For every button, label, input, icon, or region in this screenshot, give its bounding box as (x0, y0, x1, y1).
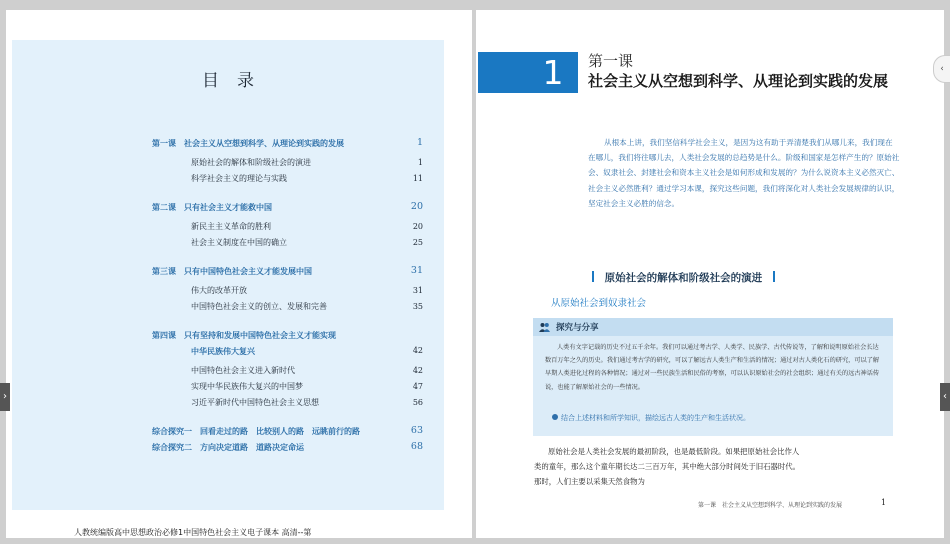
bullet-icon (552, 414, 558, 420)
lesson-label: 第一课 (588, 52, 634, 70)
toc-entry-label: 社会主义制度在中国的确立 (191, 238, 287, 247)
toc-entry[interactable] (12, 199, 444, 215)
toc-entry-label: 第三课 只有中国特色社会主义才能发展中国 (152, 266, 312, 276)
explore-header (533, 318, 893, 336)
toc-entry-label: 第二课 只有社会主义才能救中国 (152, 202, 272, 212)
toc-entry[interactable] (12, 395, 444, 411)
toc-entry[interactable] (12, 263, 444, 279)
section-bar-right (773, 271, 775, 282)
explore-text: 人类有文字记载的历史不过五千余年。我们可以通过考古学、人类学、民族学、古代传说等，了解和说明原始社会长达数百万年之久的历史。我们通过考古学的研究，可以了解远古人类生产和生活的情况；通过对古人类化石的研究，可以了解早期人类进化过程的各种情况；通过对一些民族生活和民俗的考察，可以认识原始社会的社会组织；通过有关的远古神话传说，也能了解原始社会的一些情况。 (545, 344, 880, 391)
lesson-number-banner (478, 52, 578, 93)
toc-entry[interactable] (12, 171, 444, 187)
explore-title: 探究与分享 (556, 323, 599, 333)
explore-share-box (533, 318, 893, 436)
toc-entry-page: 1 (416, 137, 423, 148)
toc-entry[interactable] (12, 135, 444, 151)
toc-entry-list (12, 40, 444, 510)
lesson-title: 社会主义从空想到科学、从理论到实践的发展 (588, 72, 889, 90)
toc-entry-page: 20 (412, 222, 423, 231)
toc-entry-label: 伟大的改革开放 (191, 286, 247, 295)
right-page (476, 10, 944, 538)
toc-entry-label: 实现中华民族伟大复兴的中国梦 (191, 382, 303, 391)
document-caption: 人教统编版高中思想政治必修1中国特色社会主义电子课本 高清--第 (74, 528, 312, 537)
toc-entry-page: 68 (410, 441, 423, 452)
explore-task (552, 413, 750, 423)
toc-entry[interactable] (12, 423, 444, 439)
toc-entry-label: 中国特色社会主义的创立、发展和完善 (191, 302, 327, 311)
page-number: 1 (881, 498, 887, 507)
toc-entry-label: 中国特色社会主义进入新时代 (191, 366, 295, 375)
toc-entry[interactable] (12, 219, 444, 235)
section-bar-left (592, 271, 594, 282)
lesson-intro: 从根本上讲，我们坚信科学社会主义，是因为这有助于弄清楚我们从哪儿来，我们现在在哪儿，我们将往哪儿去，人类社会发展的总趋势是什么。阶级和国家是怎样产生的？原始社会、奴隶社会、封建社会和资本主义社会是如何形成和发展的？为什么说资本主义必然灭亡、社会主义必然胜利？通过学习本课，探究这些问题，我们将深化对人类社会发展规律的认识，坚定社会主义必胜的信念。 (588, 138, 900, 208)
toc-entry-label: 第四课 只有坚持和发展中国特色社会主义才能实现 (152, 330, 336, 340)
toc-entry[interactable] (12, 363, 444, 379)
toc-entry-page: 35 (412, 302, 423, 311)
toc-entry-page: 42 (412, 366, 423, 375)
toc-title: 目录 (202, 71, 272, 91)
toc-entry-label: 综合探究二 方向决定道路 道路决定命运 (152, 442, 304, 452)
left-page (6, 10, 472, 538)
toc-entry-label: 综合探究一 回看走过的路 比较别人的路 远眺前行的路 (152, 426, 360, 436)
table-of-contents (12, 40, 444, 510)
toc-entry[interactable] (12, 343, 444, 359)
toc-entry-page: 31 (412, 286, 423, 295)
toc-entry[interactable] (12, 235, 444, 251)
toc-entry[interactable] (12, 155, 444, 171)
prev-page-button[interactable]: › (0, 383, 10, 411)
toc-entry[interactable] (12, 283, 444, 299)
sidebar-toggle-button[interactable]: ‹ (933, 55, 950, 83)
toc-entry-page: 25 (412, 238, 423, 247)
explore-task-text: 结合上述材料和所学知识，描绘远古人类的生产和生活状况。 (561, 414, 750, 422)
toc-entry[interactable] (12, 379, 444, 395)
toc-entry-label: 习近平新时代中国特色社会主义思想 (191, 398, 319, 407)
toc-entry-page: 47 (412, 382, 423, 391)
toc-entry-page: 56 (412, 398, 423, 407)
lesson-number: 1 (542, 53, 564, 92)
subsection-title: 从原始社会到奴隶社会 (551, 298, 647, 309)
toc-entry-page: 20 (410, 201, 423, 212)
toc-entry[interactable] (12, 299, 444, 315)
toc-entry-page: 11 (412, 174, 423, 183)
toc-entry[interactable] (12, 327, 444, 343)
toc-entry-label: 中华民族伟大复兴 (191, 346, 255, 356)
section-title: 原始社会的解体和阶级社会的演进 (604, 272, 763, 284)
people-icon (539, 322, 550, 332)
toc-entry-label: 原始社会的解体和阶级社会的演进 (191, 158, 311, 167)
body-paragraph: 原始社会是人类社会发展的最初阶段，也是最低阶段。如果把原始社会比作人类的童年，那么这个童年期长达二三百万年，其中绝大部分时间处于旧石器时代。那时，人们主要以采集天然食物为 (534, 447, 801, 486)
running-footer: 第一课 社会主义从空想到科学、从理论到实践的发展 (698, 502, 843, 509)
toc-entry-page: 1 (417, 158, 423, 167)
toc-entry-label: 科学社会主义的理论与实践 (191, 174, 287, 183)
next-page-button[interactable]: ‹ (940, 383, 950, 411)
toc-entry-page: 42 (412, 346, 423, 355)
toc-entry-page: 63 (410, 425, 423, 436)
toc-entry-label: 新民主主义革命的胜利 (191, 222, 271, 231)
toc-entry-label: 第一课 社会主义从空想到科学、从理论到实践的发展 (152, 138, 344, 148)
toc-entry-page: 31 (410, 265, 423, 276)
toc-entry[interactable] (12, 439, 444, 455)
section-heading (592, 270, 775, 285)
